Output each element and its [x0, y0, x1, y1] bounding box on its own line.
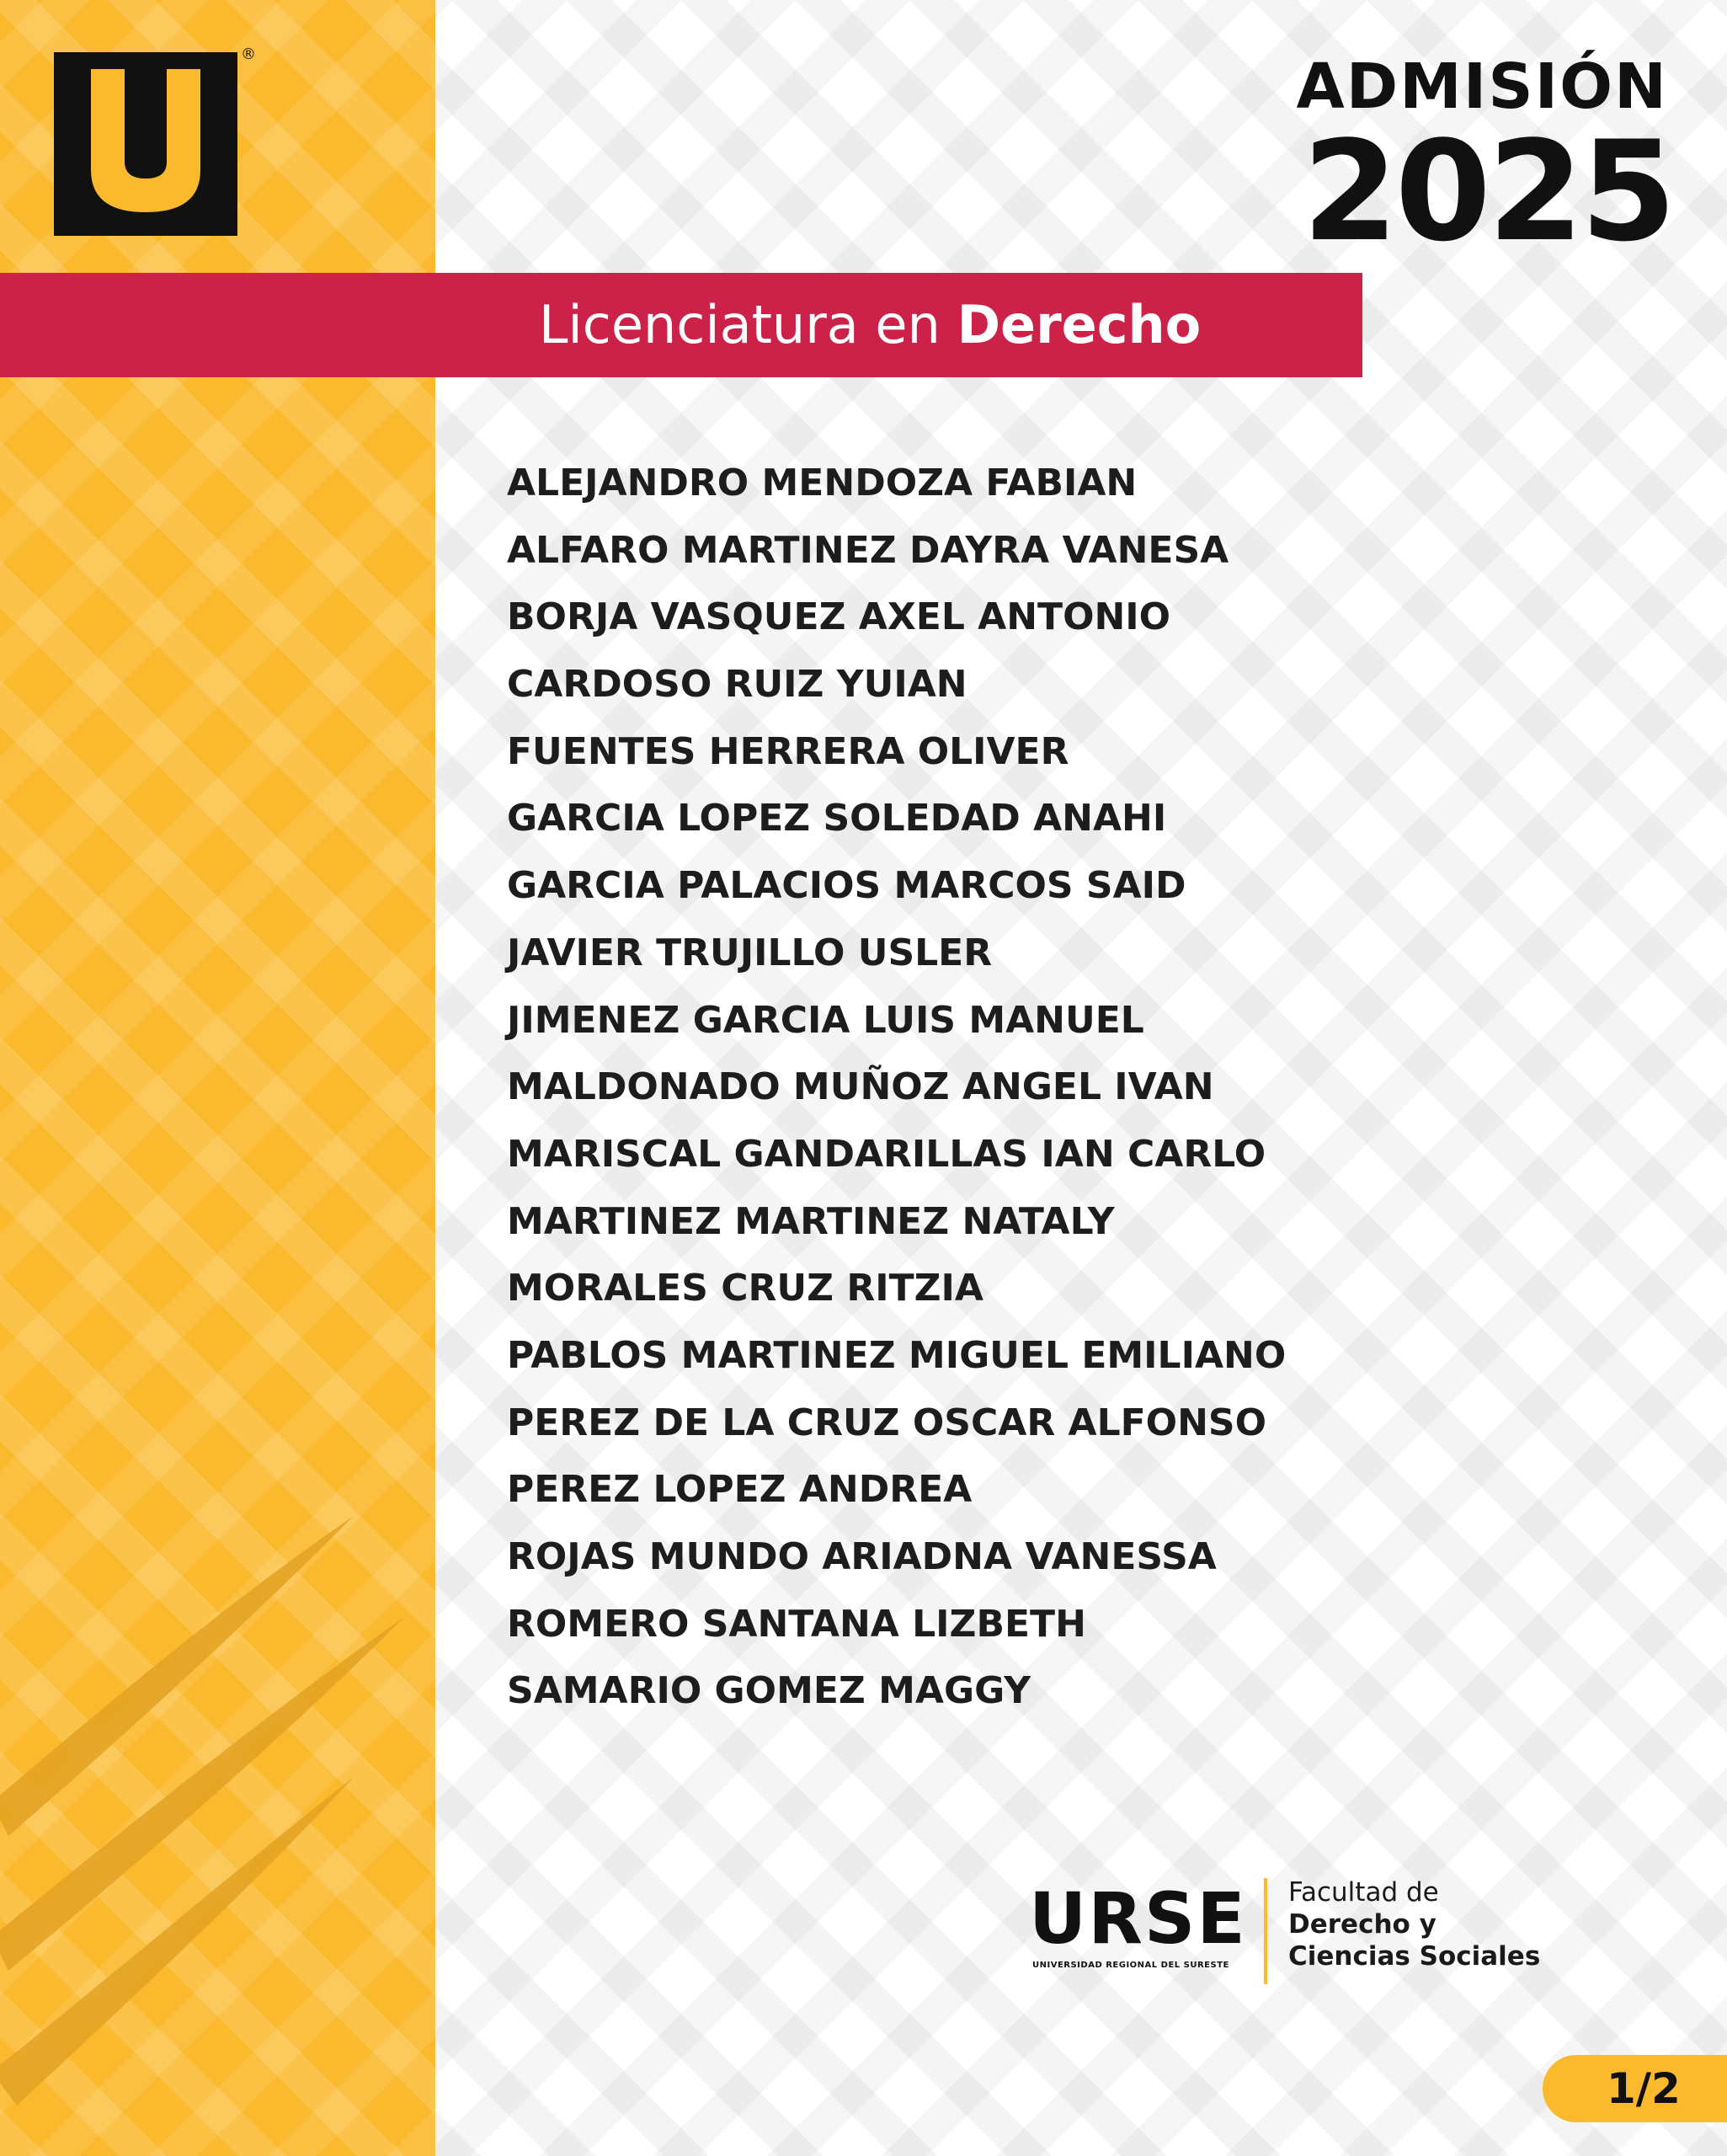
program-name: Derecho	[957, 294, 1202, 355]
page-indicator-badge	[1543, 2055, 1727, 2122]
faculty-name	[1288, 1876, 1540, 1972]
list-item: ROMERO SANTANA LIZBETH	[507, 1602, 1086, 1646]
claw-marks-graphic	[0, 1499, 435, 2156]
program-prefix: Licenciatura en	[539, 294, 941, 355]
admitted-students-list	[507, 456, 1286, 1732]
list-item: PEREZ DE LA CRUZ OSCAR ALFONSO	[507, 1401, 1266, 1444]
list-item: SAMARIO GOMEZ MAGGY	[507, 1669, 1031, 1713]
list-item: GARCIA PALACIOS MARCOS SAID	[507, 864, 1186, 908]
university-u-logo	[54, 52, 237, 236]
program-banner-text	[539, 273, 1201, 377]
urse-fullname: UNIVERSIDAD REGIONAL DEL SURESTE	[1032, 1961, 1229, 1970]
list-item: ROJAS MUNDO ARIADNA VANESSA	[507, 1535, 1217, 1578]
list-item: FUENTES HERRERA OLIVER	[507, 729, 1069, 773]
faculty-line-1: Facultad de	[1288, 1877, 1439, 1908]
admission-title: ADMISIÓN	[1296, 51, 1668, 123]
list-item: ALFARO MARTINEZ DAYRA VANESA	[507, 528, 1229, 572]
faculty-line-3: Ciencias Sociales	[1288, 1941, 1541, 1972]
urse-wordmark: URSE	[1029, 1877, 1247, 1960]
list-item: JAVIER TRUJILLO USLER	[507, 931, 993, 974]
page-indicator: 1/2	[1607, 2064, 1681, 2113]
faculty-line-2: Derecho y	[1288, 1909, 1437, 1940]
list-item: MARISCAL GANDARILLAS IAN CARLO	[507, 1132, 1266, 1176]
list-item: PABLOS MARTINEZ MIGUEL EMILIANO	[507, 1333, 1287, 1377]
list-item: PEREZ LOPEZ ANDREA	[507, 1468, 973, 1512]
admission-year: 2025	[1302, 111, 1673, 272]
list-item: MALDONADO MUÑOZ ANGEL IVAN	[507, 1065, 1214, 1109]
list-item: GARCIA LOPEZ SOLEDAD ANAHI	[507, 797, 1167, 841]
list-item: BORJA VASQUEZ AXEL ANTONIO	[507, 595, 1171, 639]
list-item: CARDOSO RUIZ YUIAN	[507, 663, 967, 707]
footer-divider	[1264, 1878, 1267, 1984]
program-banner	[0, 273, 1362, 377]
list-item: JIMENEZ GARCIA LUIS MANUEL	[507, 998, 1144, 1042]
list-item: ALEJANDRO MENDOZA FABIAN	[507, 462, 1138, 504]
list-item: MARTINEZ MARTINEZ NATALY	[507, 1199, 1115, 1243]
registered-mark: ®	[241, 45, 256, 63]
list-item: MORALES CRUZ RITZIA	[507, 1267, 983, 1310]
